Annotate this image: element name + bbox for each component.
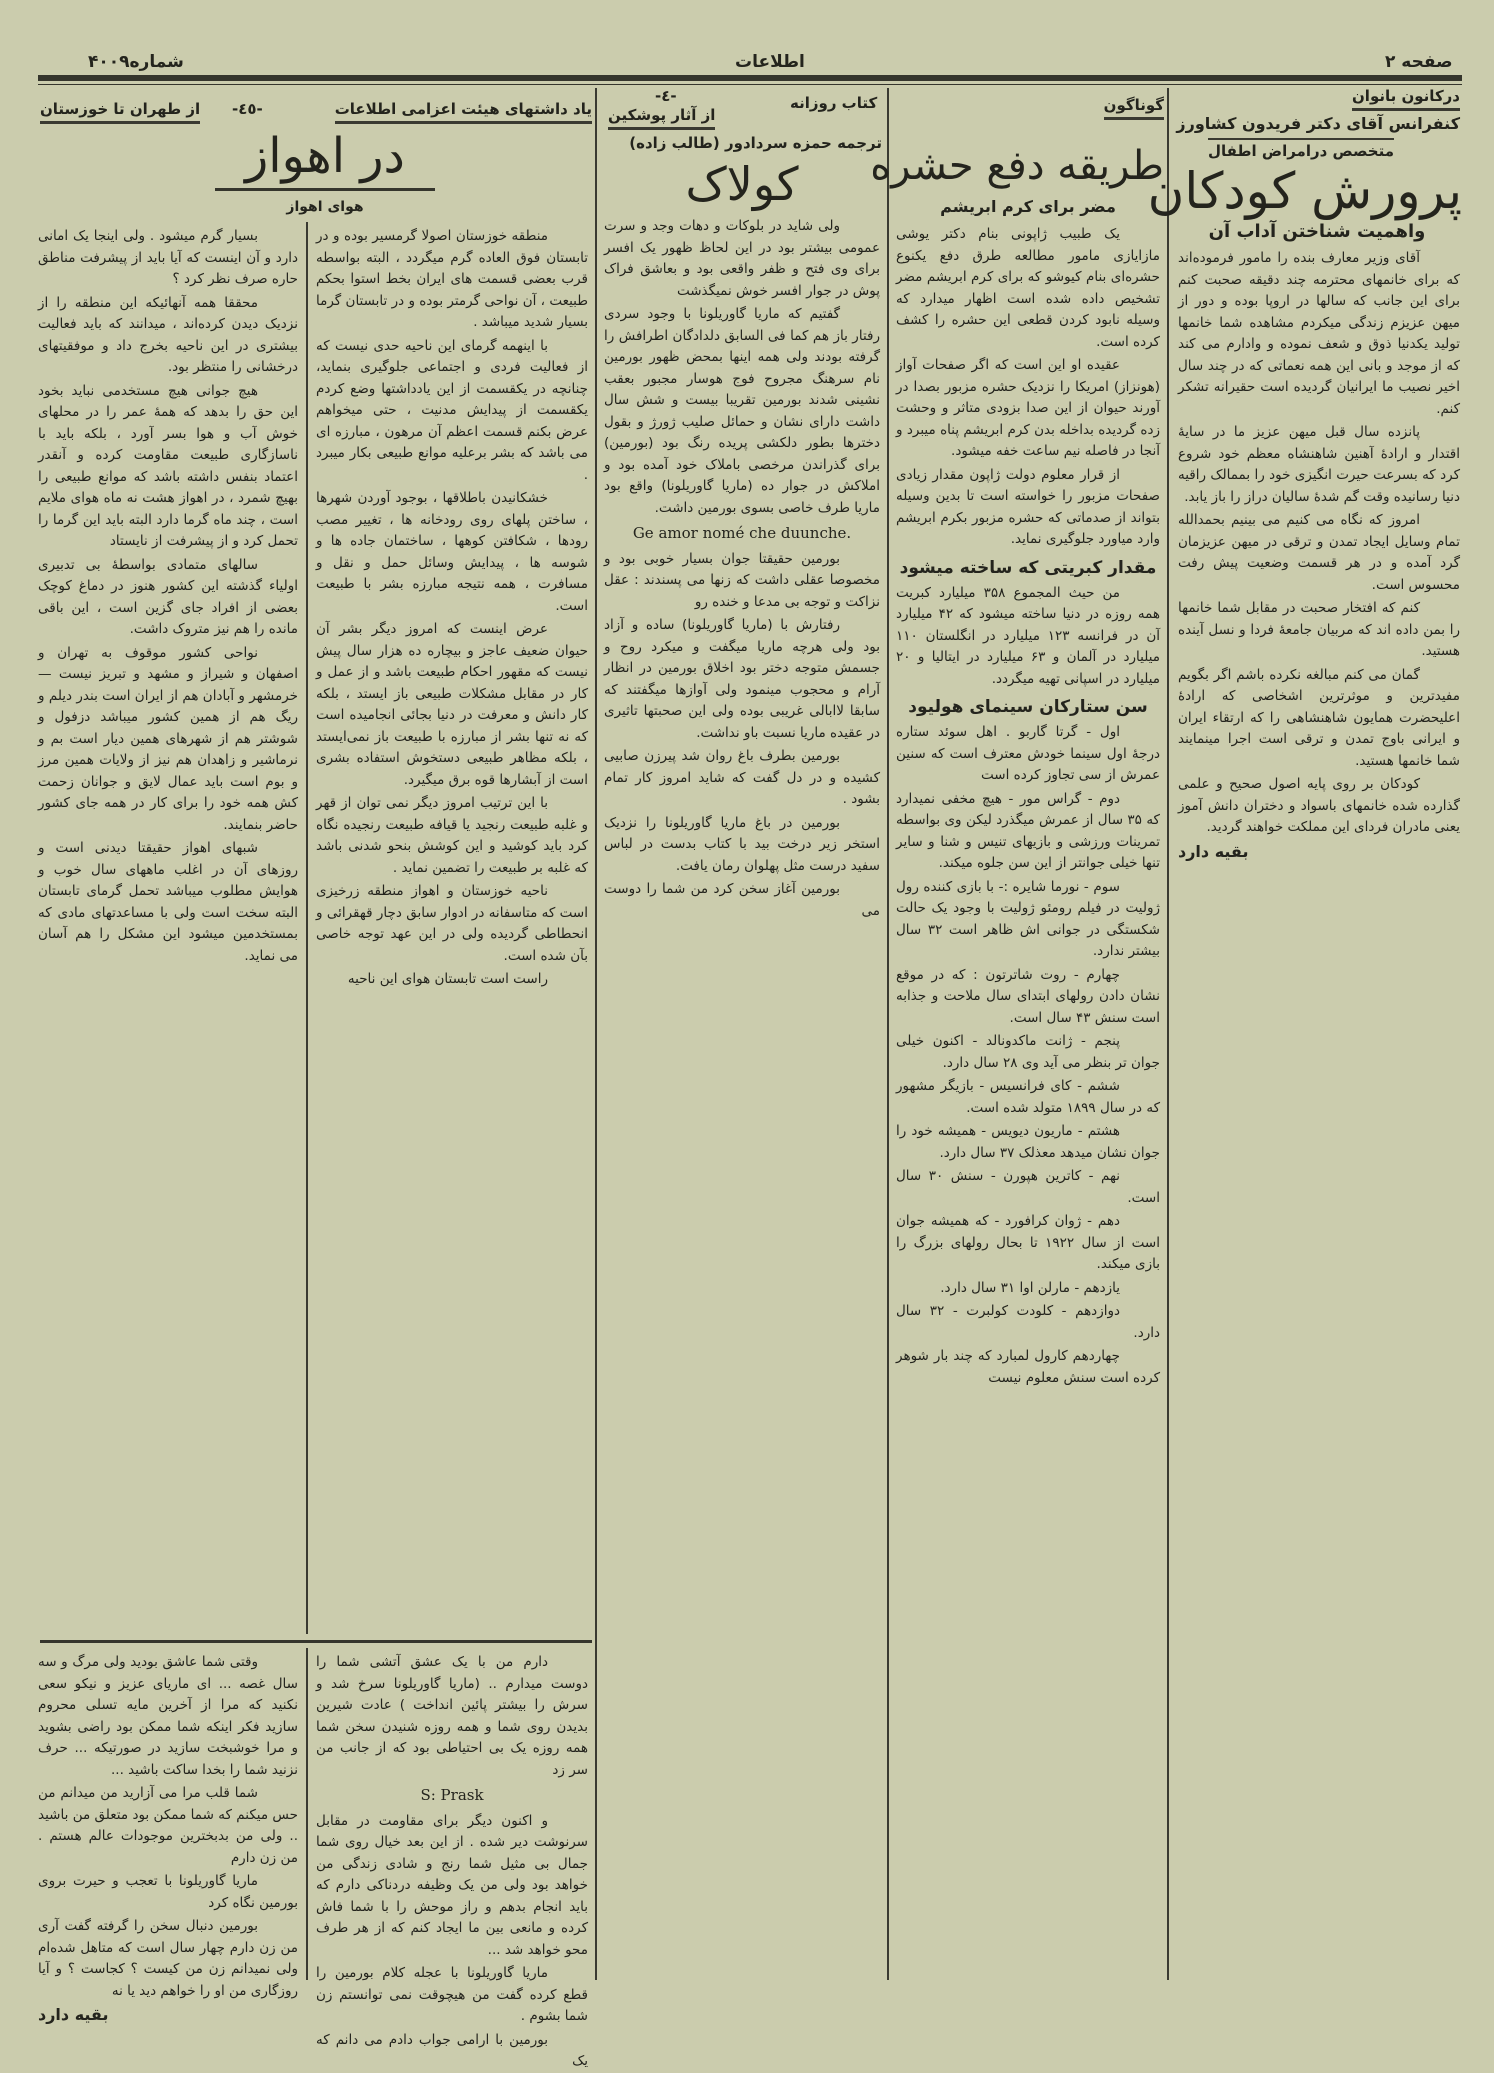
paragraph: با این ترتیب امروز دیگر نمی توان از قهر و غلبه طبیعت رنجید یا قیافه طبیعت رنجیده نگاه کرد باید کوشید و این کوشش بنحو شدنی باشد که غلبه بر طبیعت را تضمین نماید . [316, 795, 588, 876]
paragraph: یک طبیب ژاپونی بنام دکتر یوشی مازایازی مامور مطالعه طرق دفع یکنوع حشره‌ای بنام کیوشو که برای کرم ابریشم مضر تشخیص داده شده است اظهار میدارد که وسیله نابود کردن قطعی این حشره را کشف کرده است. [896, 226, 1160, 350]
paragraph: محققا همه آنهائیکه این منطقه را از نزدیک دیدن کرده‌اند ، میدانند که باید فعالیت بیشتری در این ناحیه بخرج داد و موفقیتهای درخشانی را منتظر بود. [38, 294, 298, 375]
paragraph: شما قلب مرا می آزارید من میدانم من حس میکنم که شما ممکن بود متعلق من باشید .. ولی من بدبخترین موجودات عالم هستم . من زن دارم [38, 1785, 298, 1866]
section-kicker-misc: گوناگون [1104, 96, 1164, 120]
paragraph: چهارم - روت شاترتون : که در موقع نشان دادن رولهای ابتدای سال ملاحت و جذابه است سنش ۴۳ سال است. [896, 966, 1160, 1026]
paragraph: ماریا گاوریلونا با تعجب و حیرت بروی بورمین نگاه کرد [38, 1873, 298, 1911]
column-divider [306, 222, 308, 1634]
continued-label: بقیه دارد [38, 2005, 109, 2024]
paragraph: پنجم - ژانت ماکدونالد - اکنون خیلی جوان تر بنظر می آید وی ۲۸ سال دارد. [896, 1033, 1160, 1071]
paragraph: ولی شاید در بلوکات و دهات وجد و سرت عمومی بیشتر بود در این لحاظ ظهور یک افسر برای وی فتح و ظفر واقعی بود و بعاشق فراک پوش در جوار افسر خوش نمیگذشت [604, 218, 880, 299]
paragraph: بورمین حقیقتا جوان بسیار خوبی بود و مخصوصا عقلی داشت که زنها می پسندند : عقل نزاکت و توجه بی مدعا و خنده رو [604, 550, 880, 610]
translator-line: ترجمه حمزه سردادور (طالب زاده) [629, 134, 882, 152]
specialty-line: متخصص درامراض اطفال [1208, 138, 1394, 160]
paragraph: کودکان بر روی پایه اصول صحیح و علمی گذارده شده خانمهای باسواد و دختران دانش آموز یعنی مادران فردای این مملکت خواهند گردید. [1178, 776, 1460, 835]
paragraph: بسیار گرم میشود . ولی اینجا یک امانی دارد و آن اینست که آیا باید از پیشرفت مناطق حاره صرف نظر کرد ؟ [38, 228, 298, 287]
column-divider [1167, 88, 1169, 1980]
section-kicker-ahvaz: یاد داشتهای هیئت اعزامی اطلاعات [335, 100, 592, 124]
paragraph: سالهای متمادی بواسطهٔ بی تدبیری اولیاء گذشته این کشور هنوز در دماغ کوچک بعضی از افراد جای گزین است ، این باقی مانده را هم نیز متروک داشت. [38, 556, 298, 637]
article-title: طریقه دفع حشره [870, 143, 1164, 189]
paragraph: یازدهم - مارلن اوا ۳۱ سال دارد. [940, 1279, 1120, 1296]
paragraph: رفتارش با (ماریا گاوریلونا) ساده و آزاد بود ولی هرچه ماریا میگفت و میکرد روح و جسمش متوجه دختر بود اخلاق بورمین در انظار آرام و محجوب مینمود ولی آوازها میگفتند که سابقا لاابالی غریبی بوده ولی این صحبتها تاثیری در عقیده ماریا نسبت باو نداشت. [604, 617, 880, 741]
newspaper-name: اطلاعات [735, 52, 805, 72]
latin-quote: Ge amor nomé che duunche. [632, 524, 852, 542]
paragraph: دهم - ژوان کرافورد - که همیشه جوان است از سال ۱۹۲۲ تا بحال رولهای بزرگ را بازی میکند. [896, 1213, 1160, 1272]
issue-number: شماره۴۰۰۹ [88, 52, 184, 72]
title-underline [215, 188, 435, 191]
paragraph: چهاردهم کارول لمبارد که چند بار شوهر کرده است سنش معلوم نیست [896, 1348, 1160, 1386]
source-line: از آثار پوشکین [608, 106, 715, 130]
paragraph: وقتی شما عاشق بودید ولی مرگ و سه سال غصه ... ای ماریای عزیز و نیکو سعی نکنید که مرا از آخرین مایه تسلی محروم سازید فکر اینکه شما ممکن بود راضی بشوید و مرا خوشبخت سازید در صورتیکه ... حرف نزنید شما را بخدا ساکت باشید ... [38, 1654, 298, 1778]
paragraph: عقیده او این است که اگر صفحات آواز (هونزاز) امریکا را نزدیک حشره مزبور بصدا در آورند حیوان از این صدا بزودی متاثر و وحشت زده گردیده بداخله بدن کرم ابریشم پناه میبرد و آنجا در فاصله نیم ساعت خفه میشود. [896, 357, 1160, 459]
paragraph: نهم - کاترین هپورن - سنش ۳۰ سال است. [896, 1168, 1160, 1206]
article-subtitle: واهمیت شناختن آداب آن [1208, 221, 1426, 242]
paragraph: آقای وزیر معارف بنده را مامور فرموده‌اند که برای خانمهای محترمه چند دقیقه صحبت کنم برای این جانب که سالها در اروپا بوده و دور از میهن عزیزم زندگی میکردم مشاهده شما خانمها تولید یکدنیا ذوق و شعف نموده و وادارم می کند که از موجد و بانی این همه نعماتی که در چند سال اخیر نصیب ما ایرانیان گردیده است حقیرانه تشکر کنم. [1178, 250, 1460, 417]
paragraph: بورمین با ارامی جواب دادم می دانم که یک [316, 2031, 588, 2069]
novel-continued-right [316, 1652, 588, 2069]
paragraph: دوم - گراس مور - هیچ مخفی نمیدارد که ۳۵ سال از عمرش میگذرد لیکن وی بواسطه تمرینات ورزشی و بازیهای تنیس و شنا و سایر تنها خیلی جوانتر از این سن جلوه میکند. [896, 790, 1160, 871]
article-body-ahvaz-right [316, 226, 588, 1632]
paragraph: سوم - نورما شایره :- با بازی کننده رول ژولیت در فیلم رومئو ژولیت با وجود یک حالت شکستگی در جوانی اش ظاهر است ۳۲ سال بیشتر ندارد. [896, 878, 1160, 959]
paragraph: بورمین آغاز سخن کرد من شما را دوست می [604, 881, 880, 919]
article-body-novel [604, 216, 880, 1978]
section-divider [40, 1640, 592, 1643]
paragraph: با اینهمه گرمای این ناحیه حدی نیست که از فعالیت فردی و اجتماعی جلوگیری بنماید، چنانچه در یکقسمت از این یادداشتها وضع کردم یکقسمت از پیدایش مدنیت ، حتی میخواهم عرض بکنم قسمت اعظم آن مرهون ، مبارزه ای می باشد که بشر برعلیه موانع طبیعی بکار میبرد . [316, 337, 588, 483]
article-title: در اهواز [245, 128, 405, 184]
paragraph: ششم - کای فرانسیس - بازیگر مشهور که در سال ۱۸۹۹ متولد شده است. [896, 1078, 1160, 1116]
series-title: از طهران تا خوزستان [40, 100, 200, 124]
paragraph: دارم من با یک عشق آتشی شما را دوست میدارم .. (ماریا گاوریلونا سرخ شد و سرش را بیشتر پائین انداخت ) عادت شیرین بدیدن روی شما و همه روزه شنیدن سخن شما همه روزه یک بی احتیاطی بود که از جانب من سر زد [316, 1654, 588, 1778]
paragraph: گمان می کنم مبالغه نکرده باشم اگر بگویم مفیدترین و موثرترین اشخاصی که ارادهٔ اعلیحضرت همایون شاهنشاهی را که ارتقاء ایران و ایرانی باوج تمدن و ترقی است اجرا مینمایند شما خانمها هستید. [1178, 666, 1460, 769]
section-kicker-novel: کتاب روزانه [790, 94, 878, 112]
column-divider [306, 1648, 308, 1980]
continued-label: بقیه دارد [1178, 841, 1249, 861]
paragraph: ماریا گاوریلونا با عجله کلام بورمین را قطع کرده گفت من هیچوقت نمی توانستم زن شما بشوم . [316, 1965, 588, 2024]
article-body-misc [896, 224, 1160, 1978]
article-body-ahvaz-left [38, 226, 298, 1632]
paragraph: اول - گرتا گاربو . اهل سوئد ستاره درجهٔ اول سینما خودش معترف است که سنین عمرش از سی تجاوز کرده است [896, 724, 1160, 783]
page-number: صفحه ۲ [1385, 52, 1453, 72]
paragraph: بورمین بطرف باغ روان شد پیرزن صابیی کشیده و در دل گفت که شاید امروز کار تمام بشود . [604, 748, 880, 807]
paragraph: و اکنون دیگر برای مقاومت در مقابل سرنوشت دیر شده . از این بعد خیال روی شما جمال بی مثیل شما رنج و شادی زندگی من خواهد بود ولی من یک وظیفه دردناکی دارم که باید انجام بدهم و راز موحش را با شما فاش کرده و مانعی بین ما ایجاد کنم که از هر طرف محو خواهد شد ... [316, 1812, 588, 1958]
paragraph: شبهای اهواز حقیقتا دیدنی است و روزهای آن در اغلب ماههای سال خوب و هوایش مطلوب میباشد تحمل گرمای تابستان البته سخت است ولی با مساعدتهای مادی که بمستخدمین میشود این مشکل را هم آسان می نماید. [38, 840, 298, 964]
novel-continued-left [38, 1652, 298, 2024]
paragraph: گفتیم که ماریا گاوریلونا با وجود سردی رفتار باز هم کما فی السابق دلدادگان اطرافش را گرفته بودند ولی همه اینها بمحض ظهور بورمین نام سرهنگ مجروح فوج هوسار مجبور بعقب نشینی شدند بورمین تقریبا بیست و شش سال داشت دارای نشان و حمائل صلیب ژورژ و بقول دخترها بطور دلکشی پریده رنگ بود (بورمین) برای گذراندن مرخصی باملاک خود آمده بود و املاکش در جوار ده (ماریا گاوریلونا) واقع بود ماریا طرف خاصی بسوی بورمین داشت. [604, 306, 880, 516]
paragraph: دوازدهم - کلودت کولبرت - ۳۲ سال دارد. [896, 1303, 1160, 1341]
paragraph: من حیث المجموع ۳۵۸ میلیارد کبریت همه روزه در دنیا ساخته میشود که ۴۲ میلیارد آن در فرانسه ۱۲۳ میلیارد در انگلستان ۱۱۰ میلیارد در آلمان و ۶۳ میلیارد در ایتالیا و ۲۰ میلیارد در اسپانی تهیه میگردد. [896, 584, 1160, 687]
section-kicker-women: درکانون بانوان [1352, 87, 1460, 111]
latin-quote: S: Prask [420, 1786, 484, 1804]
paragraph: عرض اینست که امروز دیگر بشر آن حیوان ضعیف عاجز و بیچاره ده هزار سال پیش نیست که مقهور احکام طبیعت باشد و از عمل و کار در مقابل مشکلات طبیعی باز ایستد ، بلکه کار دانش و معرفت در دنیا بجائی انجامیده است که نه تنها بشر از مبارزه با طبیعت باز نمی‌ایستد ، بلکه مظاهر طبیعی دستخوش استفاده بشری است از آبشارها قوه برق میگیرد. [316, 621, 588, 788]
installment-number: -٤٥- [232, 100, 263, 118]
installment-number: -٤- [655, 87, 677, 105]
column-divider [887, 88, 889, 1980]
paragraph: امروز که نگاه می کنیم می بینیم بحمدالله تمام وسایل ایجاد تمدن و ترقی در میهن عزیزمان گرد آمده و در هر قسمت وضعیت پیش رفت محسوس است. [1178, 512, 1460, 593]
article-body-women [1178, 248, 1460, 1978]
paragraph: کنم که افتخار صحبت در مقابل شما خانمها را بمن داده اند که مربیان جامعهٔ فردا و نسل آینده هستید. [1178, 600, 1460, 659]
masthead-rule [38, 75, 1462, 81]
paragraph: منطقه خوزستان اصولا گرمسیر بوده و در تابستان فوق العاده گرم میگردد ، البته بواسطه قرب بعضی قسمت های ایران بخط استوا بحکم طبیعت ، آن نواحی گرمتر بوده و در تابستان گرما بسیار شدید میباشد . [316, 228, 588, 330]
conference-byline: کنفرانس آقای دکتر فریدون کشاورز [1176, 114, 1460, 133]
paragraph: پانزده سال قبل میهن عزیز ما در سایهٔ اقتدار و ارادهٔ آهنین شاهنشاه معظم خود شروع کرد که بسرعت حیرت انگیزی خود را بممالک راقیه دنیا رسانیده وقت گم شدهٔ سالیان دراز را باز یابد. [1178, 424, 1460, 505]
subheading: مقدار کبریتی که ساخته میشود [899, 557, 1157, 578]
paragraph: بورمین در باغ ماریا گاوریلونا را نزدیک استخر زیر درخت بید با کتاب بدست در لباس سفید درست مثل پهلوان رمان یافت. [604, 814, 880, 874]
paragraph: هشتم - ماریون دیویس - همیشه خود را جوان نشان میدهد معذلک ۳۷ سال دارد. [896, 1123, 1160, 1161]
paragraph: از قرار معلوم دولت ژاپون مقدار زیادی صفحات مزبور را خواسته است تا بدین وسیله بتواند از صدماتی که حشره مزبور بکرم ابریشم وارد میاورد جلوگیری نماید. [896, 466, 1160, 547]
paragraph: راست است تابستان هوای این ناحیه [347, 971, 548, 987]
article-title: کولاک [685, 157, 799, 211]
paragraph: هیچ جوانی هیچ مستخدمی نباید بخود این حق را بدهد که همهٔ عمر را در محلهای خوش آب و هوا بسر آورد ، بلکه باید با ناسازگاری طبیعت مقاومت کرده و آنقدر اعتماد بنفس داشته باشد که موانع طبیعی را بهیچ شمرد ، در اهواز هشت نه ماه هوای ملایم است ، چند ماه گرما دارد البته باید این گرما را تحمل کرد و از پیشرفت از نایستاد [38, 382, 298, 549]
paragraph: نواحی کشور موقوف به تهران و اصفهان و شیراز و مشهد و تبریز نیست — خرمشهر و آبادان هم از ایران است بندر دیلم و ریگ هم از همین کشور میباشد دزفول و شوشتر هم از شهرهای همین دیار است بم و نرماشیر و زاهدان هم نیز از ولایات همین مرز و بوم است باید عمال لایق و جوانان زحمت کش همه خود را برای کار در همه جای کشور حاضر بنمایند. [38, 644, 298, 833]
article-subtitle: مضر برای کرم ابریشم [940, 197, 1116, 216]
article-title: پرورش کودکان [1147, 162, 1462, 220]
paragraph: خشکانیدن باطلاقها ، بوجود آوردن شهرها ، ساختن پلهای روی رودخانه ها ، تغییر مصب رودها ، شکافتن کوهها ، ساختمان جاده ها و شوسه ها ، پیدایش وسائل حمل و نقل و مسافرت ، همه نتیجه مبارزه بشر با طبیعت است. [316, 490, 588, 614]
article-subtitle: هوای اهواز [286, 199, 364, 215]
subheading: سن ستارکان سینمای هولیود [908, 697, 1148, 717]
column-divider [595, 88, 597, 1980]
paragraph: بورمین دنبال سخن را گرفته گفت آری من زن دارم چهار سال است که متاهل شده‌ام ولی نمیدانم زن من کیست ؟ کجاست ؟ و آیا روزگاری من او را خواهم دید یا نه [38, 1918, 298, 1999]
paragraph: ناحیه خوزستان و اهواز منطقه زرخیزی است که متاسفانه در ادوار سابق دچار قهقرائی و انحطاطی گردیده ولی در این عهد توجه خاصی بآن شده است. [316, 883, 588, 964]
masthead-rule-thin [38, 84, 1462, 85]
